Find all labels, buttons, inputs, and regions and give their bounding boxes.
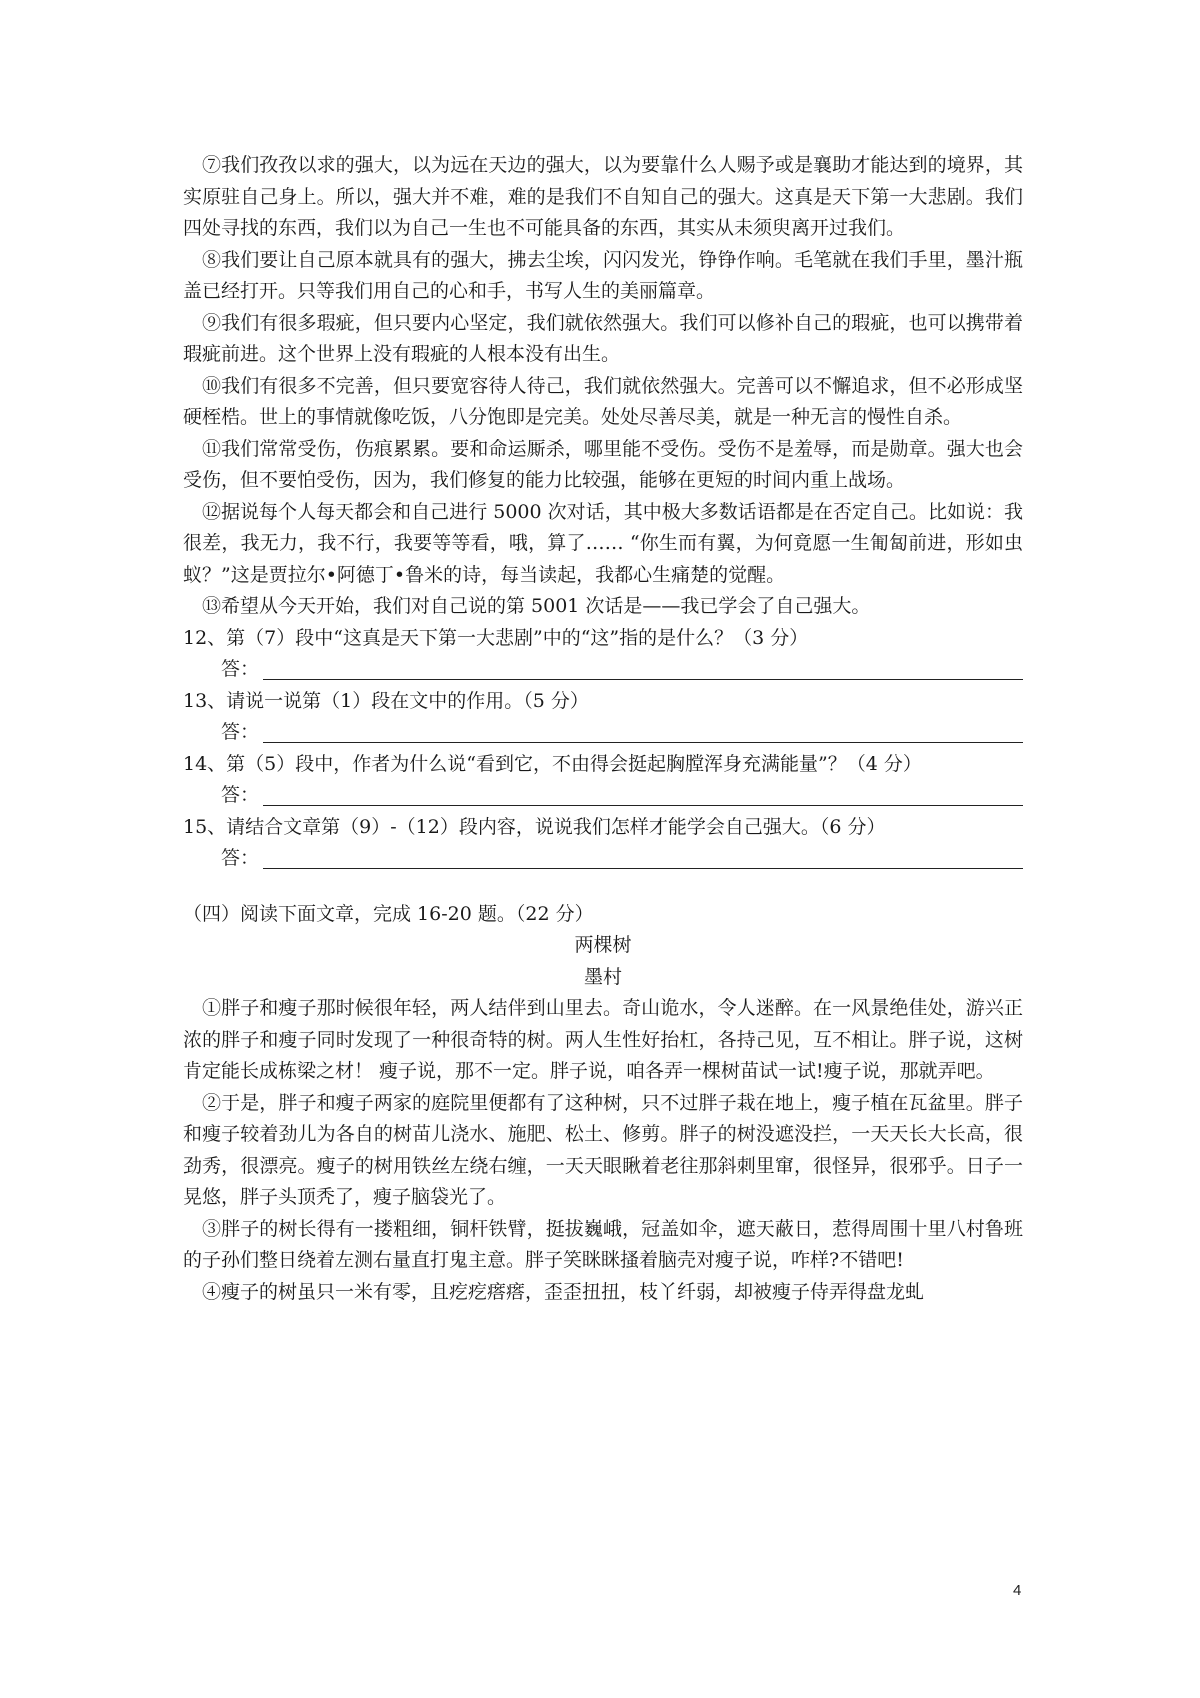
article-author: 墨村 [583,965,622,988]
article-paragraph-2: ②于是，胖子和瘦子两家的庭院里便都有了这种树，只不过胖子栽在地上，瘦子植在瓦盆里。胖子和瘦子较着劲儿为各自的树苗儿浇水、施肥、松土、修剪。胖子的树没遮没拦，一天天长大长高，很劲秀，很漂亮。瘦子的树用铁丝左绕右缠，一天天眼瞅着老往那斜刺里窜，很怪异，很邪乎。日子一晃悠，胖子头顶秃了，瘦子脑袋光了。 [183,1091,1023,1208]
paragraph-7: ⑦我们孜孜以求的强大，以为远在天边的强大，以为要靠什么人赐予或是襄助才能达到的境界，其实原驻自己身上。所以，强大并不难，难的是我们不自知自己的强大。这真是天下第一大悲剧。我们四处寻找的东西，我们以为自己一生也不可能具备的东西，其实从未须臾离开过我们。 [183,154,1023,239]
article-paragraph-4: ④瘦子的树虽只一米有零，且疙疙瘩瘩，歪歪扭扭，枝丫纤弱，却被瘦子侍弄得盘龙虬 [202,1280,925,1303]
answer-blank[interactable] [263,720,1023,743]
paragraph-10: ⑩我们有很多不完善，但只要宽容待人待己，我们就依然强大。完善可以不懈追求，但不必形成坚硬桎梏。世上的事情就像吃饭，八分饱即是完美。处处尽善尽美，就是一种无言的慢性自杀。 [183,374,1023,428]
answer-field-14[interactable] [221,780,1023,812]
answer-label: 答： [221,847,260,869]
section-heading: （四）阅读下面文章，完成 16-20 题。（22 分） [183,902,594,925]
paragraph-9: ⑨我们有很多瑕疵，但只要内心坚定，我们就依然强大。我们可以修补自己的瑕疵，也可以携带着瑕疵前进。这个世界上没有瑕疵的人根本没有出生。 [183,311,1023,365]
article-title: 两棵树 [574,934,632,956]
question-12: 12、第（7）段中“这真是天下第一大悲剧”中的“这”指的是什么？（3 分） [183,626,809,649]
answer-blank[interactable] [263,783,1023,806]
answer-label: 答： [221,658,260,680]
answer-field-12[interactable] [221,654,1023,686]
answer-label: 答： [221,721,260,743]
question-15: 15、请结合文章第（9）-（12）段内容，说说我们怎样才能学会自己强大。（6 分） [183,815,886,838]
paragraph-8: ⑧我们要让自己原本就具有的强大，拂去尘埃，闪闪发光，铮铮作响。毛笔就在我们手里，墨汁瓶盖已经打开。只等我们用自己的心和手，书写人生的美丽篇章。 [183,248,1023,302]
document-page [183,150,1023,1308]
answer-blank[interactable] [263,657,1023,680]
article-paragraph-1: ①胖子和瘦子那时候很年轻，两人结伴到山里去。奇山诡水，令人迷醉。在一风景绝佳处，游兴正浓的胖子和瘦子同时发现了一种很奇特的树。两人生性好抬杠，各持己见，互不相让。胖子说，这树肯定能长成栋梁之材！ 瘦子说，那不一定。胖子说，咱各弄一棵树苗试一试!瘦子说，那就弄吧。 [183,997,1023,1082]
paragraph-12: ⑫据说每个人每天都会和自己进行 5000 次对话，其中极大多数话语都是在否定自己。比如说：我很差，我无力，我不行，我要等等看，哦，算了…… “你生而有翼，为何竟愿一生匍匐前进，形如虫蚁？”这是贾拉尔•阿德丁•鲁米的诗，每当读起，我都心生痛楚的觉醒。 [183,500,1023,586]
paragraph-13: ⑬希望从今天开始，我们对自己说的第 5001 次话是——我已学会了自己强大。 [202,595,871,617]
page-number: 4 [1013,1582,1022,1599]
paragraph-11: ⑪我们常常受伤，伤痕累累。要和命运厮杀，哪里能不受伤。受伤不是羞辱，而是勋章。强大也会受伤，但不要怕受伤，因为，我们修复的能力比较强，能够在更短的时间内重上战场。 [183,437,1023,491]
answer-field-15[interactable] [221,843,1023,875]
answer-field-13[interactable] [221,717,1023,749]
question-13: 13、请说一说第（1）段在文中的作用。（5 分） [183,689,589,712]
article-paragraph-3: ③胖子的树长得有一搂粗细，铜杆铁臂，挺拔巍峨，冠盖如伞，遮天蔽日，惹得周围十里八村鲁班的子孙们整日绕着左测右量直打鬼主意。胖子笑眯眯搔着脑壳对瘦子说，咋样?不错吧! [183,1217,1023,1271]
answer-blank[interactable] [263,846,1023,869]
question-14: 14、第（5）段中，作者为什么说“看到它，不由得会挺起胸膛浑身充满能量”？（4 分） [183,752,922,775]
answer-label: 答： [221,784,260,806]
